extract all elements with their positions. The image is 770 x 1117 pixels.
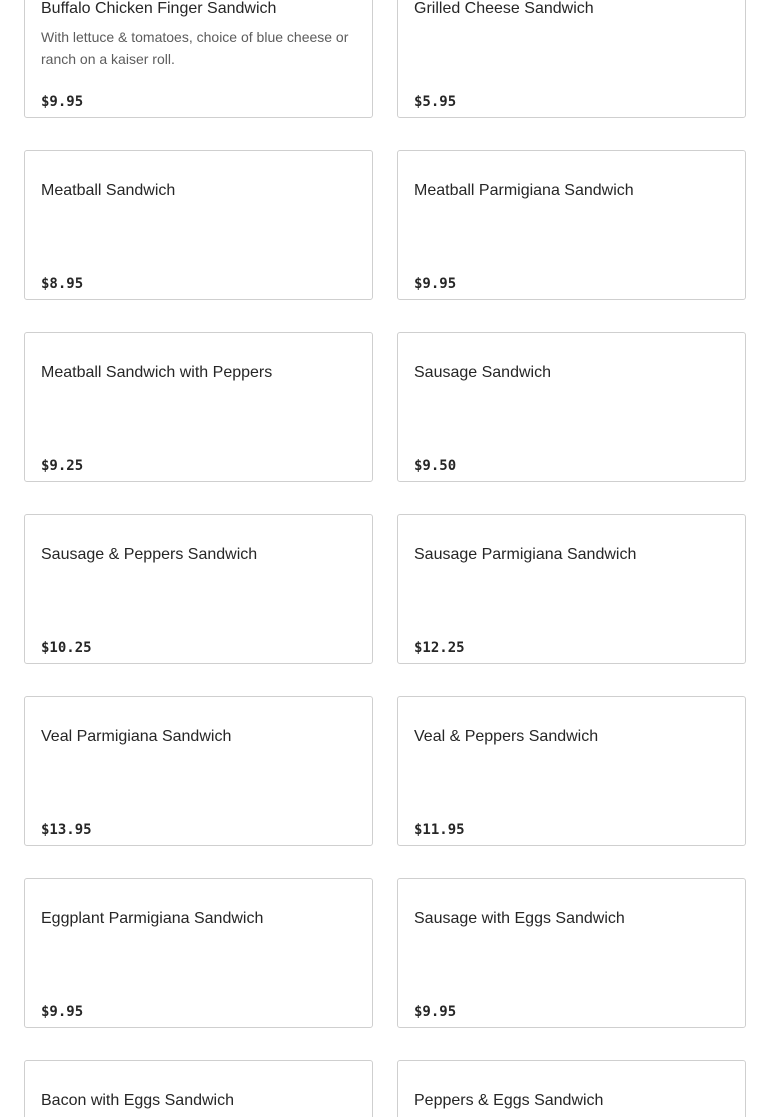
menu-item-name: Peppers & Eggs Sandwich [414,1092,604,1109]
menu-item-price: $9.95 [414,276,457,292]
menu-item-card[interactable] [24,150,373,300]
menu-item-price: $9.95 [41,1004,84,1020]
menu-item-card[interactable] [397,0,746,118]
menu-item-card[interactable] [24,878,373,1028]
menu-item-price: $9.50 [414,458,457,474]
menu-item-card[interactable] [24,332,373,482]
menu-item-name: Eggplant Parmigiana Sandwich [41,910,264,927]
menu-item-price: $9.25 [41,458,84,474]
menu-item-price: $11.95 [414,822,465,838]
menu-items-grid [24,0,746,1117]
menu-item-price: $12.25 [414,640,465,656]
menu-item-card[interactable] [397,1060,746,1117]
menu-item-card[interactable] [24,1060,373,1117]
menu-item-name: Buffalo Chicken Finger Sandwich [41,0,277,17]
menu-item-price: $9.95 [41,94,84,110]
menu-item-name: Veal & Peppers Sandwich [414,728,599,745]
menu-item-name: Sausage Sandwich [414,364,551,381]
menu-item-name: Bacon with Eggs Sandwich [41,1092,234,1109]
menu-item-card[interactable] [24,514,373,664]
menu-item-name: Grilled Cheese Sandwich [414,0,594,17]
menu-item-card[interactable] [24,0,373,118]
menu-item-name: Veal Parmigiana Sandwich [41,728,232,745]
menu-item-name: Meatball Sandwich with Peppers [41,364,273,381]
menu-item-card[interactable] [397,696,746,846]
menu-item-name: Sausage with Eggs Sandwich [414,910,625,927]
menu-item-card[interactable] [24,696,373,846]
menu-item-price: $10.25 [41,640,92,656]
menu-item-card[interactable] [397,150,746,300]
menu-item-name: Sausage Parmigiana Sandwich [414,546,637,563]
menu-item-name: Meatball Sandwich [41,182,176,199]
menu-item-price: $5.95 [414,94,457,110]
menu-item-card[interactable] [397,332,746,482]
menu-item-price: $8.95 [41,276,84,292]
menu-item-card[interactable] [397,878,746,1028]
menu-item-price: $9.95 [414,1004,457,1020]
menu-item-description: With lettuce & tomatoes, choice of blue cheese or ranch on a kaiser roll. [41,29,349,67]
menu-item-card[interactable] [397,514,746,664]
menu-item-name: Sausage & Peppers Sandwich [41,546,258,563]
menu-item-name: Meatball Parmigiana Sandwich [414,182,634,199]
menu-item-price: $13.95 [41,822,92,838]
